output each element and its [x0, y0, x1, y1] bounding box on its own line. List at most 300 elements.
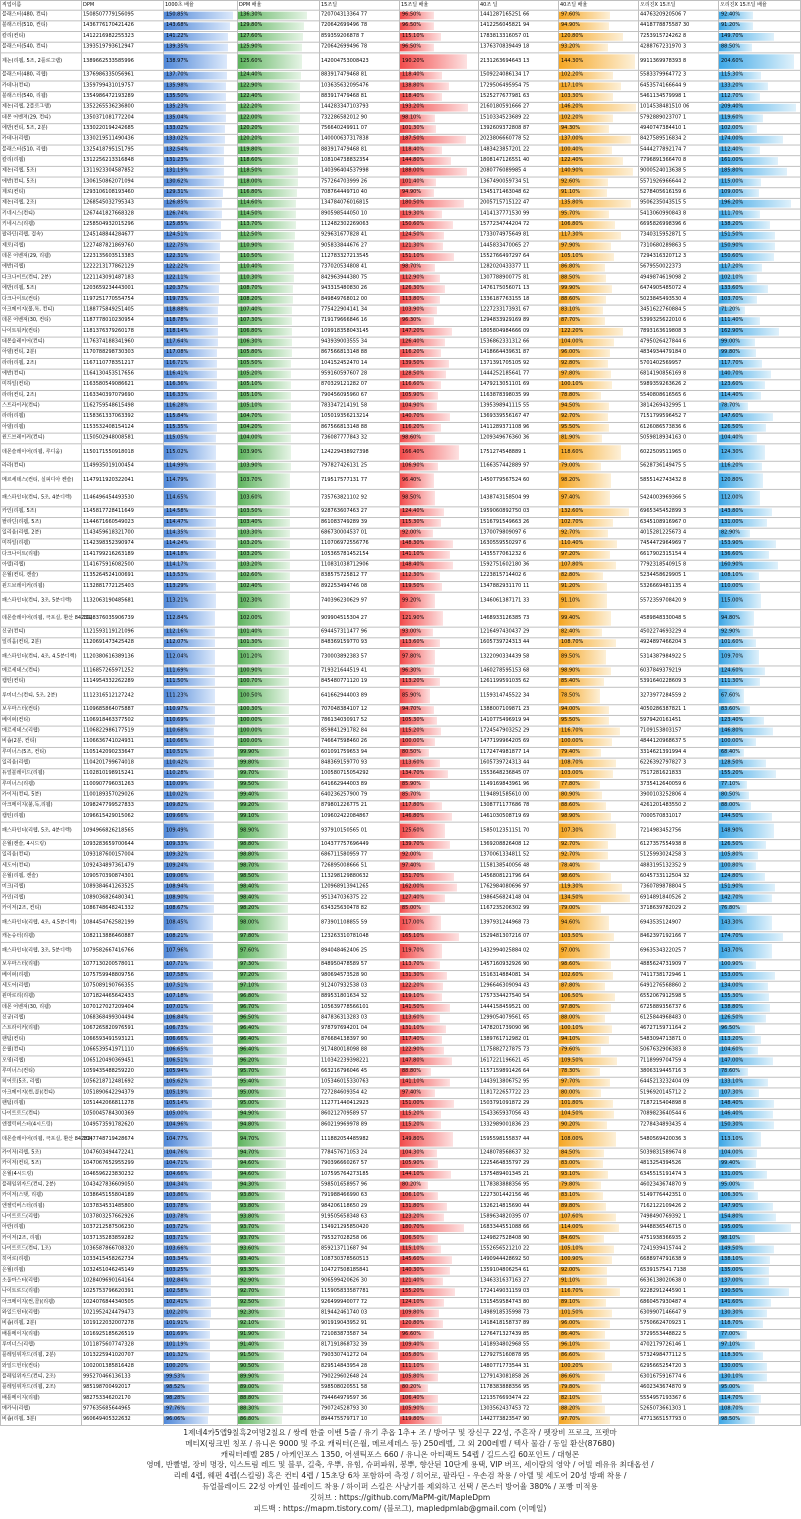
deal-originx-15t-cell[interactable]: 5149776442351 0 [639, 1191, 719, 1202]
ratio-40t-cell[interactable] [559, 801, 639, 812]
deal-15t-cell[interactable]: 123263310781048 [320, 932, 400, 943]
ratio-40t-cell[interactable] [559, 779, 639, 790]
deal-originx-15t-cell[interactable]: 3273977284559 2 [639, 687, 719, 704]
deal-originx-15t-cell[interactable]: 5554957193367 6 [639, 1394, 719, 1405]
dpm-value-cell[interactable]: 1352265536236800 [82, 102, 164, 113]
dpm-value-cell[interactable]: 1149935019100454 [82, 461, 164, 472]
ratio-15t-cell[interactable] [400, 422, 479, 433]
ratio-15t-cell[interactable] [400, 326, 479, 337]
deal-40t-cell[interactable]: 1166357442889 97 [479, 461, 559, 472]
table-row[interactable] [1, 872, 801, 883]
deal-15t-cell[interactable]: 917480018098 88 [320, 1045, 400, 1056]
deal-15t-cell[interactable]: 859213711687 94 [320, 1244, 400, 1255]
deal-15t-cell[interactable]: 937910150565 01 [320, 822, 400, 839]
ratio-15t-cell[interactable] [400, 904, 479, 915]
deal-40t-cell[interactable]: 1227301442156 46 [479, 1191, 559, 1202]
job-name-cell[interactable]: 카인(리웹) [1, 893, 82, 904]
ratio-dpm-cell[interactable] [238, 550, 320, 561]
ratio-dpm-cell[interactable] [238, 156, 320, 167]
dpm-value-cell[interactable]: 1120380616389136 [82, 648, 164, 665]
deal-40t-cell[interactable]: 1418934802968 55 [479, 1340, 559, 1351]
deal-originx-15t-cell[interactable]: 4015281225673 4 [639, 528, 719, 539]
ratio-40t-cell[interactable] [559, 666, 639, 677]
ratio-originx-15t-cell[interactable] [719, 390, 801, 401]
dpm-value-cell[interactable]: 1508507779156095 [82, 10, 164, 21]
table-row[interactable] [1, 230, 801, 241]
ratio-dpm-cell[interactable] [238, 326, 320, 337]
ratio-40t-cell[interactable] [559, 582, 639, 593]
deal-15t-cell[interactable]: 838575725812 77 [320, 571, 400, 582]
table-row[interactable] [1, 932, 801, 943]
deal-originx-15t-cell[interactable]: 5540808616565 6 [639, 390, 719, 401]
dpm-value-cell[interactable]: 1043427836609050 [82, 1180, 164, 1191]
ratio-originx-15t-cell[interactable] [719, 326, 801, 337]
deal-40t-cell[interactable]: 1498918535998 73 [479, 1308, 559, 1319]
ratio-40t-cell[interactable] [559, 10, 639, 21]
ratio-15t-cell[interactable] [400, 811, 479, 822]
ratio-40t-cell[interactable] [559, 1372, 639, 1383]
ratio-originx-15t-cell[interactable] [719, 444, 801, 461]
deal-40t-cell[interactable]: 1213576693474 22 [479, 1394, 559, 1405]
ratio-originx-15t-cell[interactable] [719, 1067, 801, 1078]
table-row[interactable] [1, 284, 801, 295]
ratio-originx-15t-cell[interactable] [719, 687, 801, 704]
table-row[interactable] [1, 1351, 801, 1362]
deal-originx-15t-cell[interactable]: 5424003969366 5 [639, 489, 719, 506]
deal-15t-cell[interactable]: 601091759653 94 [320, 747, 400, 758]
dpm-value-cell[interactable]: 1013225941020707 [82, 1351, 164, 1362]
deal-15t-cell[interactable]: 736087777843 32 [320, 433, 400, 444]
deal-originx-15t-cell[interactable]: 7241939415744 2 [639, 1244, 719, 1255]
deal-originx-15t-cell[interactable]: 4751938366935 2 [639, 1233, 719, 1244]
ratio-40t-cell[interactable] [559, 850, 639, 861]
deal-originx-15t-cell[interactable]: 7089823640544 6 [639, 1109, 719, 1120]
ratio-15t-cell[interactable] [400, 145, 479, 156]
ratio-40t-cell[interactable] [559, 433, 639, 444]
deal-15t-cell[interactable]: 109918358043145 [320, 326, 400, 337]
table-row[interactable] [1, 252, 801, 263]
deal-15t-cell[interactable]: 686730004537 01 [320, 528, 400, 539]
deal-15t-cell[interactable]: 740396230629 97 [320, 592, 400, 609]
ratio-dpm-cell[interactable] [238, 1169, 320, 1180]
ratio-40t-cell[interactable] [559, 882, 639, 893]
job-name-cell[interactable]: 은월(캔슬, 4시드링) [1, 840, 82, 851]
ratio-40t-cell[interactable] [559, 981, 639, 992]
ratio-40t-cell[interactable] [559, 358, 639, 369]
ratio-15t-cell[interactable] [400, 358, 479, 369]
job-name-cell[interactable]: 패스파인더(컨티, 4조, 4.5분디렉) [1, 648, 82, 665]
dpm-value-cell[interactable]: 1036587866708320 [82, 1244, 164, 1255]
deal-originx-15t-cell[interactable]: 5461134579998 1 [639, 92, 719, 103]
deal-40t-cell[interactable]: 1510334523689 22 [479, 113, 559, 124]
ratio-dpm-cell[interactable] [238, 1035, 320, 1046]
deal-15t-cell[interactable]: 926499940077 72 [320, 1297, 400, 1308]
ratio-1000s-cell[interactable] [164, 1212, 238, 1223]
deal-40t-cell[interactable]: 1276471327439 85 [479, 1329, 559, 1340]
deal-40t-cell[interactable]: 1444252185641 77 [479, 369, 559, 380]
ratio-15t-cell[interactable] [400, 882, 479, 893]
ratio-originx-15t-cell[interactable] [719, 627, 801, 638]
deal-40t-cell[interactable]: 1347882931170 11 [479, 582, 559, 593]
deal-40t-cell[interactable]: 1805804984666 09 [479, 326, 559, 337]
table-row[interactable] [1, 790, 801, 801]
ratio-40t-cell[interactable] [559, 134, 639, 145]
deal-originx-15t-cell[interactable]: 3900103252806 4 [639, 790, 719, 801]
deal-40t-cell[interactable]: 1322090334439 58 [479, 648, 559, 665]
ratio-15t-cell[interactable] [400, 592, 479, 609]
ratio-1000s-cell[interactable] [164, 1287, 238, 1298]
ratio-15t-cell[interactable] [400, 21, 479, 32]
ratio-15t-cell[interactable] [400, 666, 479, 677]
col-header-originx-15t-deal[interactable]: 오리진X 15조딜 [639, 0, 719, 10]
ratio-dpm-cell[interactable] [238, 960, 320, 971]
ratio-15t-cell[interactable] [400, 284, 479, 295]
ratio-dpm-cell[interactable] [238, 1244, 320, 1255]
ratio-15t-cell[interactable] [400, 124, 479, 135]
ratio-40t-cell[interactable] [559, 220, 639, 231]
deal-originx-15t-cell[interactable]: 7517281621833 [639, 769, 719, 780]
deal-15t-cell[interactable]: 134784076016815 [320, 198, 400, 209]
table-row[interactable] [1, 560, 801, 571]
ratio-15t-cell[interactable] [400, 648, 479, 665]
deal-15t-cell[interactable]: 848369159770 93 [320, 758, 400, 769]
col-header-originx-15t-ratio[interactable]: 오리진X 15조딜 배율 [719, 0, 801, 10]
ratio-15t-cell[interactable] [400, 1024, 479, 1035]
deal-originx-15t-cell[interactable]: 6552067912598 5 [639, 992, 719, 1003]
ratio-1000s-cell[interactable] [164, 1233, 238, 1244]
ratio-15t-cell[interactable] [400, 1287, 479, 1298]
table-row[interactable] [1, 53, 801, 70]
dpm-value-cell[interactable]: 985198700492017 [82, 1383, 164, 1394]
ratio-1000s-cell[interactable] [164, 1361, 238, 1372]
ratio-originx-15t-cell[interactable] [719, 305, 801, 316]
job-name-cell[interactable]: 아델(컨티, 2분) [1, 348, 82, 359]
deal-40t-cell[interactable]: 1443913806752 95 [479, 1077, 559, 1088]
ratio-originx-15t-cell[interactable] [719, 648, 801, 665]
dpm-value-cell[interactable]: 1162759548615498 [82, 401, 164, 412]
col-header-40t-deal[interactable]: 40조 딜 [479, 0, 559, 10]
ratio-originx-15t-cell[interactable] [719, 872, 801, 883]
deal-40t-cell[interactable]: 1460278595153 68 [479, 666, 559, 677]
deal-40t-cell[interactable]: 1445833470065 27 [479, 241, 559, 252]
ratio-40t-cell[interactable] [559, 1319, 639, 1330]
ratio-originx-15t-cell[interactable] [719, 1024, 801, 1035]
deal-40t-cell[interactable]: 1783813316057 01 [479, 32, 559, 43]
ratio-dpm-cell[interactable] [238, 1159, 320, 1170]
table-row[interactable] [1, 1201, 801, 1212]
ratio-originx-15t-cell[interactable] [719, 840, 801, 851]
deal-originx-15t-cell[interactable]: 7214983452756 [639, 822, 719, 839]
table-row[interactable] [1, 1404, 801, 1415]
ratio-40t-cell[interactable] [559, 1201, 639, 1212]
deal-15t-cell[interactable]: 790456095960 67 [320, 390, 400, 401]
ratio-originx-15t-cell[interactable] [719, 273, 801, 284]
deal-40t-cell[interactable]: 1370079809097 6 [479, 528, 559, 539]
dpm-value-cell[interactable]: 1077130200578011 [82, 960, 164, 971]
deal-15t-cell[interactable]: 746647598460 26 [320, 737, 400, 748]
ratio-40t-cell[interactable] [559, 124, 639, 135]
table-row[interactable] [1, 444, 801, 461]
deal-40t-cell[interactable]: 1411289371108 96 [479, 422, 559, 433]
table-row[interactable] [1, 10, 801, 21]
ratio-15t-cell[interactable] [400, 1394, 479, 1405]
ratio-15t-cell[interactable] [400, 262, 479, 273]
deal-40t-cell[interactable]: 1442773823547 90 [479, 1415, 559, 1426]
dpm-value-cell[interactable]: 1141675916082500 [82, 560, 164, 571]
deal-15t-cell[interactable]: 919505658348 63 [320, 1212, 400, 1223]
ratio-15t-cell[interactable] [400, 1169, 479, 1180]
ratio-originx-15t-cell[interactable] [719, 472, 801, 489]
deal-originx-15t-cell[interactable]: 5792889023707 1 [639, 113, 719, 124]
deal-originx-15t-cell[interactable]: 7360789878804 5 [639, 882, 719, 893]
ratio-1000s-cell[interactable] [164, 1244, 238, 1255]
dpm-value-cell[interactable]: 1145817728411649 [82, 507, 164, 518]
ratio-1000s-cell[interactable] [164, 872, 238, 883]
deal-originx-15t-cell[interactable]: 7498490769392 1 [639, 1212, 719, 1223]
ratio-1000s-cell[interactable] [164, 433, 238, 444]
dpm-value-cell[interactable]: 1071824465642433 [82, 992, 164, 1003]
deal-originx-15t-cell[interactable]: 7310680289863 5 [639, 241, 719, 252]
deal-originx-15t-cell[interactable]: 5196920145712 2 [639, 1088, 719, 1099]
ratio-40t-cell[interactable] [559, 1148, 639, 1159]
deal-40t-cell[interactable]: 1149169843961 96 [479, 779, 559, 790]
deal-15t-cell[interactable]: 790330741272 04 [320, 1351, 400, 1362]
ratio-40t-cell[interactable] [559, 758, 639, 769]
dpm-value-cell[interactable]: 1141799216263189 [82, 550, 164, 561]
job-name-cell[interactable]: 패스파인더(컨티, 3조, 5분디렉) [1, 592, 82, 609]
ratio-15t-cell[interactable] [400, 971, 479, 982]
deal-15t-cell[interactable]: 663216796046 45 [320, 1067, 400, 1078]
ratio-1000s-cell[interactable] [164, 687, 238, 704]
ratio-40t-cell[interactable] [559, 92, 639, 103]
table-row[interactable] [1, 893, 801, 904]
deal-15t-cell[interactable]: 848369159770 93 [320, 638, 400, 649]
ratio-15t-cell[interactable] [400, 1056, 479, 1067]
col-header-15t-deal[interactable]: 15조딜 [320, 0, 400, 10]
ratio-1000s-cell[interactable] [164, 1148, 238, 1159]
deal-originx-15t-cell[interactable]: 6127357554938 8 [639, 840, 719, 851]
job-name-cell[interactable]: 아크메이지(불,독,리웹) [1, 801, 82, 812]
dpm-value-cell[interactable]: 1067265820976591 [82, 1024, 164, 1035]
job-name-cell[interactable]: 은월(컨티, 캔슬) [1, 571, 82, 582]
ratio-originx-15t-cell[interactable] [719, 992, 801, 1003]
ratio-1000s-cell[interactable] [164, 539, 238, 550]
ratio-dpm-cell[interactable] [238, 1088, 320, 1099]
job-name-cell[interactable]: 은월(컨티) [1, 1045, 82, 1056]
dpm-value-cell[interactable]: 1245148844284677 [82, 230, 164, 241]
deal-40t-cell[interactable]: 1294833929169 89 [479, 316, 559, 327]
ratio-15t-cell[interactable] [400, 1131, 479, 1148]
deal-40t-cell[interactable]: 1552656521210 22 [479, 1244, 559, 1255]
job-name-cell[interactable]: 메카닉(리웹) [1, 1404, 82, 1415]
ratio-40t-cell[interactable] [559, 472, 639, 489]
ratio-dpm-cell[interactable] [238, 294, 320, 305]
table-row[interactable] [1, 316, 801, 327]
ratio-15t-cell[interactable] [400, 70, 479, 81]
deal-originx-15t-cell[interactable]: 5732498477112 5 [639, 1351, 719, 1362]
ratio-dpm-cell[interactable] [238, 904, 320, 915]
ratio-dpm-cell[interactable] [238, 1340, 320, 1351]
ratio-40t-cell[interactable] [559, 1244, 639, 1255]
deal-40t-cell[interactable]: 1163878398035 99 [479, 390, 559, 401]
ratio-15t-cell[interactable] [400, 156, 479, 167]
ratio-40t-cell[interactable] [559, 790, 639, 801]
job-name-cell[interactable]: 플레임위자드(리웹, 2분) [1, 1351, 82, 1362]
ratio-40t-cell[interactable] [559, 705, 639, 716]
ratio-15t-cell[interactable] [400, 113, 479, 124]
job-name-cell[interactable]: 스트라이커(컨티) [1, 401, 82, 412]
deal-15t-cell[interactable]: 140000637317838 [320, 134, 400, 145]
ratio-1000s-cell[interactable] [164, 92, 238, 103]
ratio-dpm-cell[interactable] [238, 539, 320, 550]
deal-originx-15t-cell[interactable]: 6636138020638 0 [639, 1276, 719, 1287]
job-name-cell[interactable]: 키네시스(컨티) [1, 209, 82, 220]
table-row[interactable] [1, 737, 801, 748]
ratio-dpm-cell[interactable] [238, 209, 320, 220]
ratio-originx-15t-cell[interactable] [719, 1415, 801, 1426]
deal-40t-cell[interactable]: 1157159891426 64 [479, 1067, 559, 1078]
job-name-cell[interactable]: 팔라딘(리웹, 5조) [1, 518, 82, 529]
deal-40t-cell[interactable]: 1175882727875 73 [479, 1045, 559, 1056]
ratio-40t-cell[interactable] [559, 1233, 639, 1244]
deal-15t-cell[interactable]: 107595764273185 [320, 1169, 400, 1180]
table-row[interactable] [1, 1394, 801, 1405]
deal-40t-cell[interactable]: 1307788900775 81 [479, 273, 559, 284]
ratio-1000s-cell[interactable] [164, 1003, 238, 1014]
table-row[interactable] [1, 262, 801, 273]
dpm-value-cell[interactable]: 1075759948809756 [82, 971, 164, 982]
table-row[interactable] [1, 1180, 801, 1191]
table-row[interactable] [1, 1361, 801, 1372]
deal-40t-cell[interactable]: 1418418158737 89 [479, 1319, 559, 1330]
ratio-1000s-cell[interactable] [164, 316, 238, 327]
ratio-15t-cell[interactable] [400, 840, 479, 851]
ratio-dpm-cell[interactable] [238, 113, 320, 124]
ratio-1000s-cell[interactable] [164, 134, 238, 145]
ratio-1000s-cell[interactable] [164, 737, 238, 748]
table-row[interactable] [1, 1067, 801, 1078]
ratio-15t-cell[interactable] [400, 1067, 479, 1078]
dpm-value-cell[interactable]: 1093283659700644 [82, 840, 164, 851]
job-name-cell[interactable]: 데몬슬레이어(리웹, 극포실, 환산 84282) [1, 1131, 82, 1148]
deal-40t-cell[interactable]: 1733074975649 81 [479, 230, 559, 241]
footer-github-link[interactable]: 깃허브 : https://github.com/MaPM-git/MapleDpm [309, 1492, 491, 1502]
deal-40t-cell[interactable]: 1516791549663 26 [479, 518, 559, 529]
deal-originx-15t-cell[interactable]: 5125993024258 3 [639, 850, 719, 861]
dpm-value-cell[interactable]: 1330219511490436 [82, 134, 164, 145]
deal-originx-15t-cell[interactable]: 4672715971164 2 [639, 1024, 719, 1035]
ratio-dpm-cell[interactable] [238, 507, 320, 518]
ratio-1000s-cell[interactable] [164, 337, 238, 348]
job-name-cell[interactable]: 패스파인더(리웹, 5조, 4분디렉) [1, 822, 82, 839]
ratio-15t-cell[interactable] [400, 348, 479, 359]
ratio-40t-cell[interactable] [559, 1287, 639, 1298]
deal-40t-cell[interactable]: 1617221196621 45 [479, 1056, 559, 1067]
ratio-1000s-cell[interactable] [164, 518, 238, 529]
ratio-originx-15t-cell[interactable] [719, 348, 801, 359]
ratio-originx-15t-cell[interactable] [719, 433, 801, 444]
deal-originx-15t-cell[interactable]: 4602343674870 9 [639, 1383, 719, 1394]
ratio-40t-cell[interactable] [559, 1340, 639, 1351]
deal-originx-15t-cell[interactable]: 5314387984922 5 [639, 648, 719, 665]
job-name-cell[interactable]: 루미너스(컨티) [1, 1067, 82, 1078]
table-row[interactable] [1, 811, 801, 822]
deal-40t-cell[interactable]: 1388007109871 23 [479, 705, 559, 716]
ratio-originx-15t-cell[interactable] [719, 53, 801, 70]
deal-40t-cell[interactable]: 1959060892750 03 [479, 507, 559, 518]
ratio-1000s-cell[interactable] [164, 1201, 238, 1212]
dpm-value-cell[interactable]: 1132063190485681 [82, 592, 164, 609]
ratio-40t-cell[interactable] [559, 1191, 639, 1202]
deal-originx-15t-cell[interactable]: 7454472964969 7 [639, 539, 719, 550]
deal-originx-15t-cell[interactable]: 7796891366470 8 [639, 156, 719, 167]
deal-40t-cell[interactable]: 1296646309094 43 [479, 981, 559, 992]
deal-15t-cell[interactable]: 104727508185841 [320, 1265, 400, 1276]
ratio-dpm-cell[interactable] [238, 971, 320, 982]
dpm-value-cell[interactable]: 1092434897361479 [82, 861, 164, 872]
job-name-cell[interactable]: 에반(컨티, 5조, 2분) [1, 124, 82, 135]
ratio-15t-cell[interactable] [400, 737, 479, 748]
job-name-cell[interactable]: 세도어(리웹) [1, 981, 82, 992]
table-row[interactable] [1, 358, 801, 369]
ratio-40t-cell[interactable] [559, 1035, 639, 1046]
deal-originx-15t-cell[interactable]: 6125844968483 0 [639, 1013, 719, 1024]
deal-40t-cell[interactable]: 1751274548889 1 [479, 444, 559, 461]
ratio-1000s-cell[interactable] [164, 156, 238, 167]
deal-40t-cell[interactable]: 1332989001836 23 [479, 1120, 559, 1131]
ratio-dpm-cell[interactable] [238, 166, 320, 177]
ratio-originx-15t-cell[interactable] [719, 1361, 801, 1372]
job-name-cell[interactable]: 데몬슬레이어(리웹, 루디움) [1, 444, 82, 461]
dpm-value-cell[interactable]: 1068368499304494 [82, 1013, 164, 1024]
job-name-cell[interactable]: 은월(리웹, 캔슬) [1, 872, 82, 883]
ratio-dpm-cell[interactable] [238, 861, 320, 872]
ratio-originx-15t-cell[interactable] [719, 209, 801, 220]
job-name-cell[interactable]: 보우마스터(컨티) [1, 705, 82, 716]
deal-40t-cell[interactable]: 1172474981877 14 [479, 747, 559, 758]
ratio-dpm-cell[interactable] [238, 102, 320, 113]
deal-originx-15t-cell[interactable]: 6474905485072 4 [639, 284, 719, 295]
dpm-value-cell[interactable]: 1089384641263525 [82, 882, 164, 893]
deal-40t-cell[interactable]: 1345171463048 62 [479, 188, 559, 199]
ratio-40t-cell[interactable] [559, 113, 639, 124]
job-name-cell[interactable]: 블래스터(480, 컨티) [1, 10, 82, 21]
ratio-40t-cell[interactable] [559, 326, 639, 337]
dpm-value-cell[interactable]: 1037135283859282 [82, 1233, 164, 1244]
ratio-40t-cell[interactable] [559, 1067, 639, 1078]
table-row[interactable] [1, 166, 801, 177]
table-row[interactable] [1, 1265, 801, 1276]
ratio-40t-cell[interactable] [559, 1394, 639, 1405]
ratio-40t-cell[interactable] [559, 444, 639, 461]
table-row[interactable] [1, 124, 801, 135]
job-name-cell[interactable]: 제논(리웹, 5조) [1, 166, 82, 177]
ratio-originx-15t-cell[interactable] [719, 904, 801, 915]
deal-40t-cell[interactable]: 1414137771530 99 [479, 209, 559, 220]
ratio-dpm-cell[interactable] [238, 316, 320, 327]
deal-15t-cell[interactable]: 109602422084867 [320, 811, 400, 822]
ratio-originx-15t-cell[interactable] [719, 705, 801, 716]
ratio-15t-cell[interactable] [400, 177, 479, 188]
ratio-15t-cell[interactable] [400, 1191, 479, 1202]
ratio-dpm-cell[interactable] [238, 942, 320, 959]
dpm-value-cell[interactable]: 1032451046245149 [82, 1265, 164, 1276]
ratio-dpm-cell[interactable] [238, 42, 320, 53]
ratio-dpm-cell[interactable] [238, 737, 320, 748]
table-row[interactable] [1, 914, 801, 931]
deal-originx-15t-cell[interactable]: 7792318540915 8 [639, 560, 719, 571]
ratio-1000s-cell[interactable] [164, 861, 238, 872]
